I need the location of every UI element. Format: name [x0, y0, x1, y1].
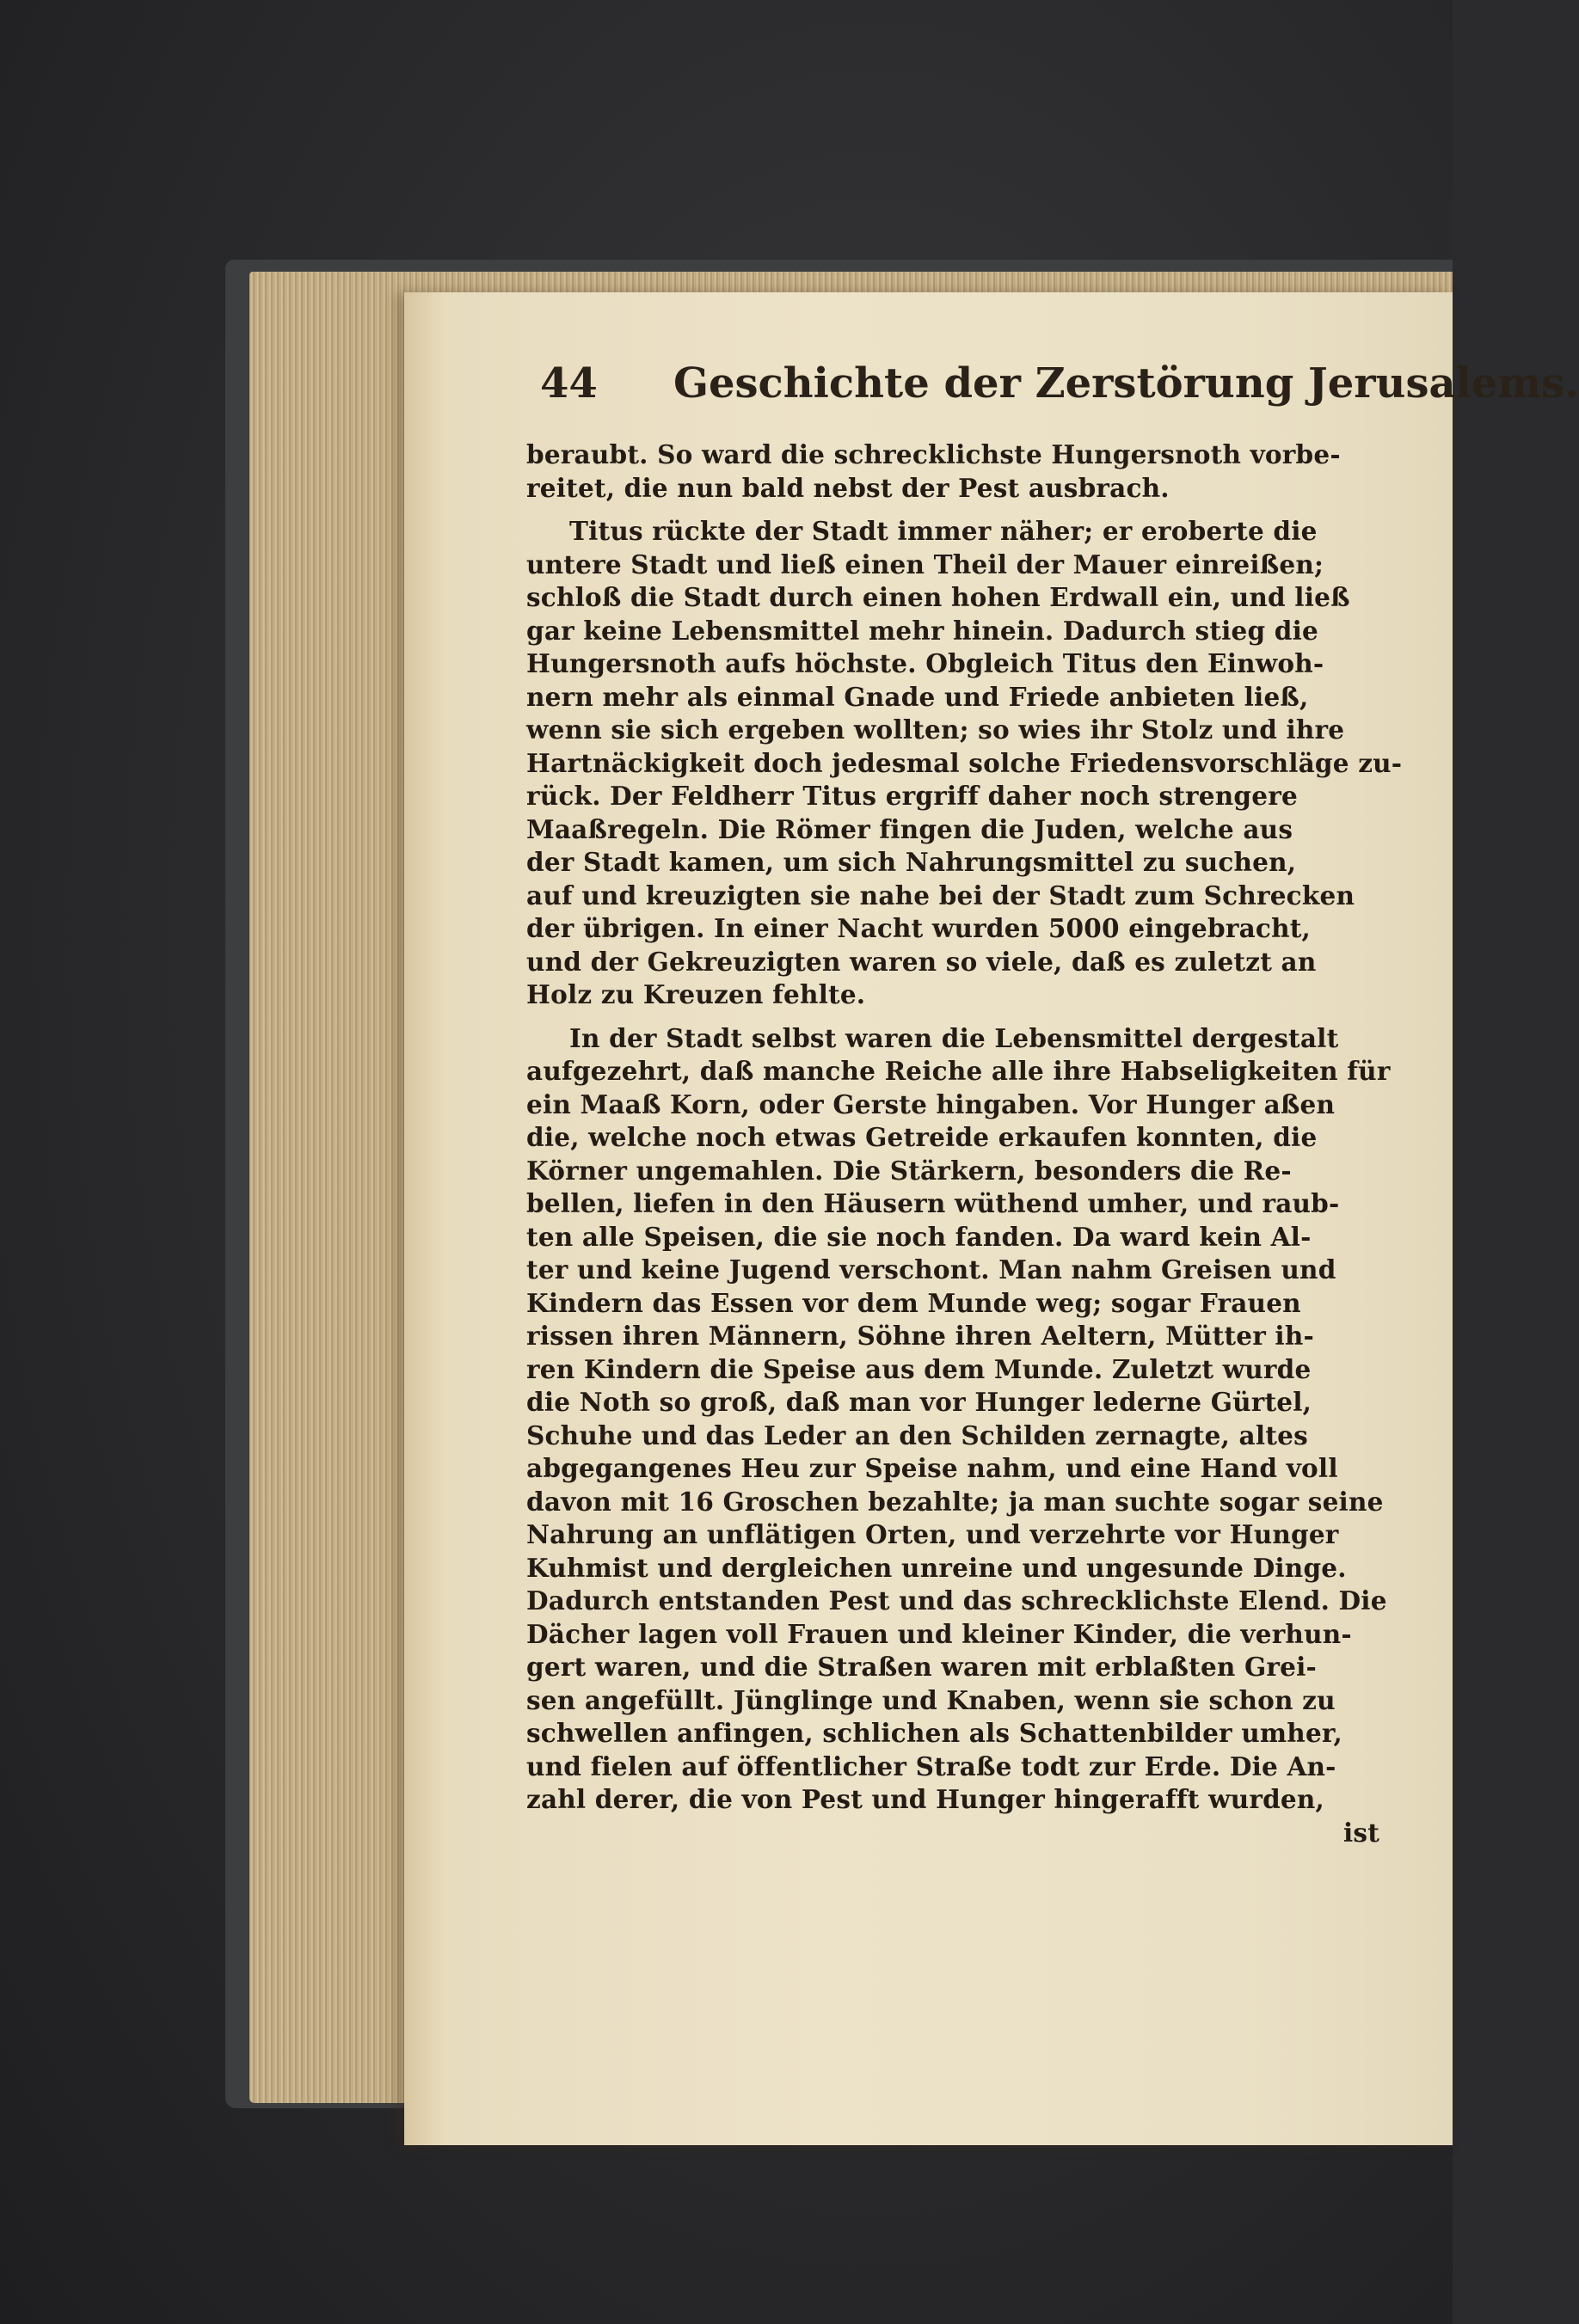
text-line: die, welche noch etwas Getreide erkaufen konnten, die: [526, 1122, 1318, 1152]
text-line: auf und kreuzigten sie nahe bei der Stadt zum Schrecken: [526, 880, 1355, 911]
text-line: ein Maaß Korn, oder Gerste hingaben. Vor Hunger aßen: [526, 1088, 1336, 1119]
text-line: der Stadt kamen, um sich Nahrungsmittel zu suchen,: [526, 847, 1297, 877]
text-line: und fielen auf öffentlicher Straße todt zur Erde. Die An-: [526, 1751, 1336, 1781]
page-number: 44: [540, 359, 598, 408]
text-line: gert waren, und die Straßen waren mit erblaßten Grei-: [526, 1652, 1317, 1682]
paragraph-2: [526, 515, 1404, 1012]
paragraph-3: [526, 1022, 1404, 1817]
text-line: schloß die Stadt durch einen hohen Erdwall ein, und ließ: [526, 582, 1350, 612]
text-line: Dächer lagen voll Frauen und kleiner Kinder, die verhun-: [526, 1618, 1352, 1649]
text-line: ter und keine Jugend verschont. Man nahm Greisen und: [526, 1254, 1336, 1285]
text-line: aufgezehrt, daß manche Reiche alle ihre Habseligkeiten für: [526, 1056, 1391, 1086]
text-line: bellen, liefen in den Häusern wüthend umher, und raub-: [526, 1188, 1340, 1218]
text-line: Maaßregeln. Die Römer fingen die Juden, welche aus: [526, 813, 1293, 844]
text-line: untere Stadt und ließ einen Theil der Mauer einreißen;: [526, 549, 1324, 579]
text-line: Körner ungemahlen. Die Stärkern, besonders die Re-: [526, 1155, 1292, 1186]
body-text: [526, 438, 1404, 1849]
text-line: rück. Der Feldherr Titus ergriff daher noch strengere: [526, 781, 1298, 811]
running-title: Geschichte der Zerstörung Jerusalems.: [673, 359, 1579, 408]
text-line: zahl derer, die von Pest und Hunger hingerafft wurden,: [526, 1784, 1325, 1814]
text-line: und der Gekreuzigten waren so viele, daß es zuletzt an: [526, 946, 1317, 977]
text-line: ten alle Speisen, die sie noch fanden. Da ward kein Al-: [526, 1221, 1312, 1252]
text-line: nern mehr als einmal Gnade und Friede anbieten ließ,: [526, 681, 1309, 712]
text-line: Dadurch entstanden Pest und das schrecklichste Elend. Die: [526, 1585, 1387, 1616]
text-line: ren Kindern die Speise aus dem Munde. Zuletzt wurde: [526, 1353, 1312, 1384]
text-line: davon mit 16 Groschen bezahlte; ja man suchte sogar seine: [526, 1486, 1384, 1517]
text-line: Nahrung an unflätigen Orten, und verzehrte vor Hunger: [526, 1519, 1339, 1549]
text-line: abgegangenes Heu zur Speise nahm, und eine Hand voll: [526, 1453, 1338, 1483]
page-header: [540, 359, 1579, 420]
catchword: ist: [1343, 1817, 1380, 1848]
text-line: die Noth so groß, daß man vor Hunger lederne Gürtel,: [526, 1387, 1312, 1417]
text-line: In der Stadt selbst waren die Lebensmittel dergestalt: [569, 1022, 1339, 1053]
text-line: gar keine Lebensmittel mehr hinein. Dadurch stieg die: [526, 615, 1318, 646]
text-line: der übrigen. In einer Nacht wurden 5000 eingebracht,: [526, 913, 1312, 943]
text-line: Kindern das Essen vor dem Munde weg; sogar Frauen: [526, 1287, 1301, 1318]
text-line: Schuhe und das Leder an den Schilden zernagte, altes: [526, 1420, 1308, 1450]
text-line: schwellen anfingen, schlichen als Schattenbilder umher,: [526, 1718, 1342, 1748]
text-line: Titus rückte der Stadt immer näher; er eroberte die: [569, 516, 1318, 546]
text-line: reitet, die nun bald nebst der Pest ausbrach.: [526, 472, 1170, 503]
text-line: Holz zu Kreuzen fehlte.: [526, 979, 866, 1009]
text-line: Kuhmist und dergleichen unreine und ungesunde Dinge.: [526, 1552, 1347, 1583]
text-line: Hartnäckigkeit doch jedesmal solche Friedensvorschläge zu-: [526, 747, 1403, 778]
text-line: Hungersnoth aufs höchste. Obgleich Titus den Einwoh-: [526, 648, 1324, 678]
text-line: rissen ihren Männern, Söhne ihren Aeltern, Mütter ih-: [526, 1321, 1314, 1351]
text-line: sen angefüllt. Jünglinge und Knaben, wenn sie schon zu: [526, 1684, 1336, 1715]
text-line: beraubt. So ward die schrecklichste Hungersnoth vorbe-: [526, 439, 1341, 469]
text-line: wenn sie sich ergeben wollten; so wies ihr Stolz und ihre: [526, 714, 1345, 745]
paragraph-1: [526, 438, 1404, 505]
